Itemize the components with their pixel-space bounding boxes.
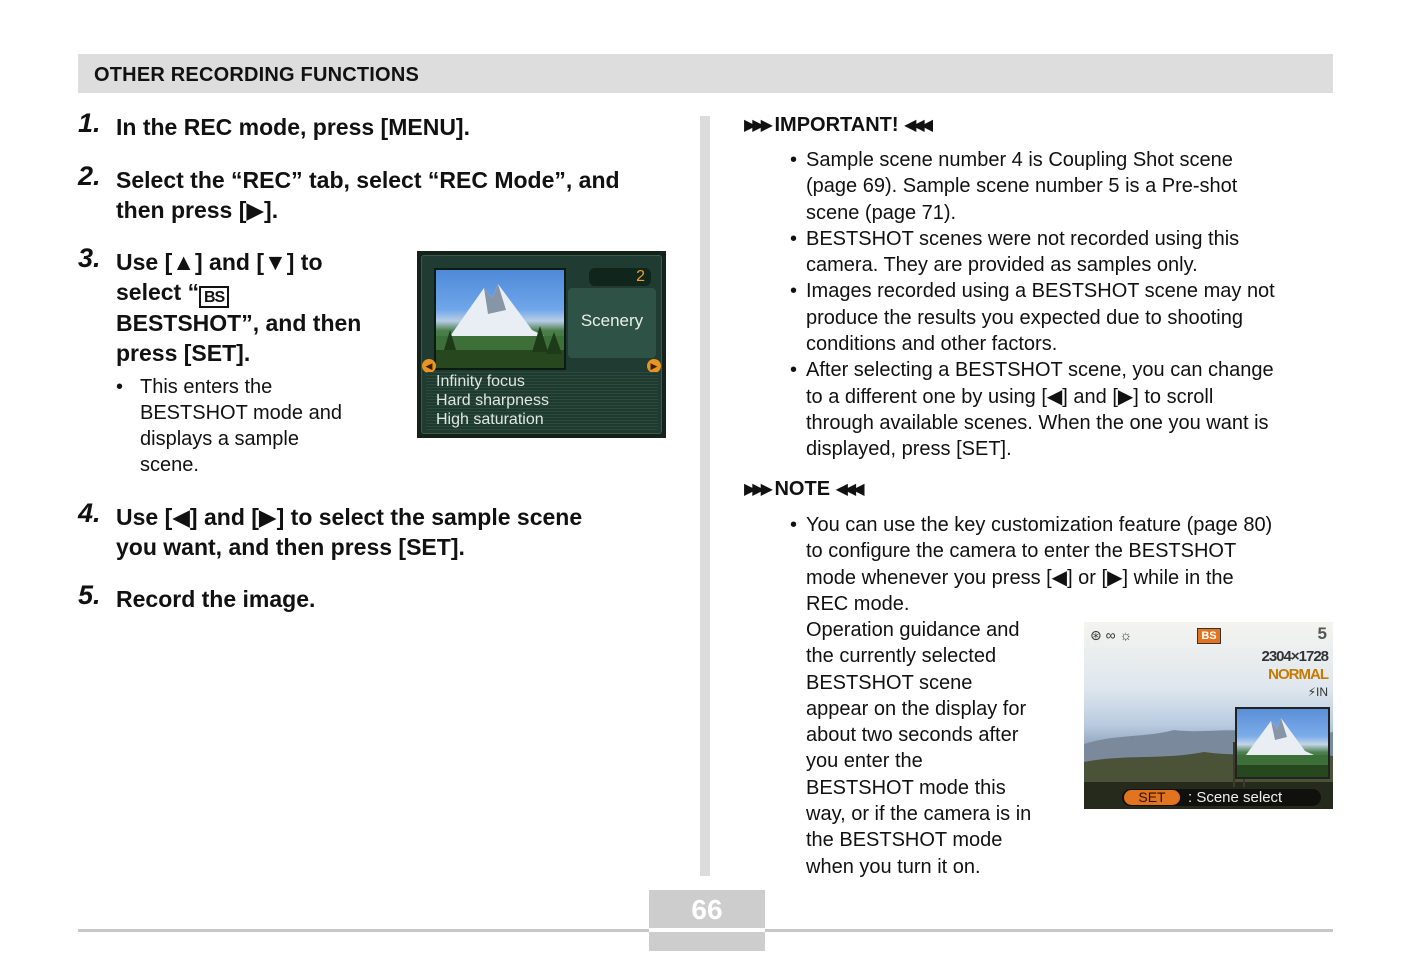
arrow-marker-icon: ◀◀◀ (835, 481, 861, 498)
item-line: camera. They are provided as samples only. (806, 254, 1198, 277)
section-title: OTHER RECORDING FUNCTIONS (94, 64, 419, 86)
step-number: 3. (78, 243, 101, 273)
image-size: 2304×1728 (1261, 648, 1328, 665)
column-divider (700, 116, 710, 876)
item-line: produce the results you expected due to shooting (806, 306, 1243, 329)
para-line: about two seconds after (806, 724, 1019, 747)
para-line: BESTSHOT scene (806, 671, 973, 694)
mode-icons: ⊛ ∞ ☼ (1090, 627, 1133, 643)
bullet: • (116, 376, 124, 398)
mountain-image (1237, 709, 1328, 777)
step-4 (78, 498, 583, 562)
para-line: the currently selected (806, 645, 997, 668)
para-line: the BESTSHOT mode (806, 829, 1003, 852)
important-heading (744, 114, 929, 137)
list-item (790, 147, 1335, 226)
step-text: Record the image. (116, 586, 316, 612)
image-quality: NORMAL (1268, 666, 1328, 683)
note-paragraph (806, 617, 1068, 880)
para-line: Operation guidance and (806, 619, 1020, 641)
item-line: Sample scene number 4 is Coupling Shot scene (806, 149, 1233, 171)
note-title: NOTE (774, 478, 831, 500)
bullet: • (790, 227, 798, 250)
step-3 (78, 243, 362, 368)
arrow-marker-icon: ◀◀◀ (904, 117, 930, 134)
list-item (790, 278, 1335, 357)
step-2 (78, 161, 620, 225)
operation-guidance-bar (1122, 789, 1321, 806)
note-list (790, 512, 1335, 617)
bullet: • (790, 280, 798, 303)
item-line: conditions and other factors. (806, 333, 1058, 356)
item-line: displayed, press [SET]. (806, 438, 1012, 461)
item-line: scene (page 71). (806, 201, 957, 224)
scene-number: 2 (589, 268, 651, 286)
scene-settings-list (426, 372, 658, 430)
screen-frame (421, 255, 662, 434)
note-line: This enters the (140, 376, 273, 398)
step-number: 4. (78, 498, 101, 528)
step-3-note (116, 374, 342, 478)
scene-name: Scenery (568, 288, 656, 358)
note-line: displays a sample (140, 428, 299, 450)
step-text-line: Select the “REC” tab, select “REC Mode”, and (116, 167, 620, 193)
left-arrow-icon: ◀ (422, 359, 436, 373)
para-line: when you turn it on. (806, 855, 981, 878)
setting-line: Hard sharpness (436, 392, 549, 409)
item-line: After selecting a BESTSHOT scene, you can change (806, 359, 1274, 382)
step-5 (78, 580, 316, 614)
bestshot-icon: BS (199, 286, 229, 308)
para-line: way, or if the camera is in (806, 803, 1032, 826)
para-line: appear on the display for (806, 697, 1027, 720)
item-line: (page 69). Sample scene number 5 is a Pre-shot (806, 175, 1238, 198)
flash-icon: ⚡IN (1307, 685, 1328, 699)
bestshot-icon: BS (1197, 628, 1221, 644)
setting-line: High saturation (436, 411, 544, 428)
step-text-line: you want, and then press [SET]. (116, 534, 465, 560)
note-heading (744, 478, 861, 501)
bullet: • (790, 359, 798, 382)
arrow-marker-icon: ▶▶▶ (744, 481, 769, 498)
step-text-line: Use [◀] and [▶] to select the sample scene (116, 504, 583, 530)
step-text-fragment: select “ (116, 279, 200, 305)
step-1 (78, 108, 470, 142)
right-arrow-icon: ▶ (647, 359, 661, 373)
note-line: scene. (140, 454, 199, 476)
item-line: REC mode. (806, 592, 910, 615)
item-line: to configure the camera to enter the BESTSHOT (806, 540, 1237, 563)
important-list (790, 147, 1335, 463)
item-line: Images recorded using a BESTSHOT scene may not (806, 280, 1275, 303)
list-item (790, 357, 1335, 462)
step-text-line: press [SET]. (116, 340, 251, 366)
step-text: In the REC mode, press [MENU]. (116, 114, 470, 140)
list-item (790, 512, 1335, 617)
bullet: • (790, 514, 798, 536)
list-item (790, 226, 1335, 279)
step-text-line (116, 277, 361, 308)
sample-scene-thumbnail (434, 268, 566, 370)
camera-screen-scene-select (417, 251, 666, 438)
note-line: BESTSHOT mode and (140, 402, 342, 424)
step-number: 1. (78, 108, 101, 138)
item-line: through available scenes. When the one you want is (806, 411, 1269, 434)
step-text-line: then press [▶]. (116, 197, 279, 223)
page-number-box (649, 890, 765, 951)
step-text-line: Use [▲] and [▼] to (116, 249, 323, 275)
page-number: 66 (691, 894, 723, 925)
important-title: IMPORTANT! (774, 114, 899, 136)
set-button-label: SET (1124, 790, 1180, 805)
item-line: mode whenever you press [◀] or [▶] while in the (806, 566, 1234, 589)
bullet: • (790, 149, 798, 171)
scene-thumbnail (1235, 707, 1330, 779)
remaining-shots: 5 (1317, 624, 1327, 643)
camera-screen-bestshot-display (1084, 622, 1333, 809)
step-text-line: BESTSHOT”, and then (116, 310, 362, 336)
mountain-image (436, 270, 564, 368)
page-box-stripe (649, 928, 765, 932)
arrow-marker-icon: ▶▶▶ (744, 117, 769, 134)
section-header (78, 54, 1333, 93)
setting-line: Infinity focus (436, 373, 525, 390)
item-line: to a different one by using [◀] and [▶] to scroll (806, 385, 1214, 408)
step-number: 2. (78, 161, 101, 191)
para-line: BESTSHOT mode this (806, 776, 1006, 799)
step-number: 5. (78, 580, 101, 610)
item-line: You can use the key customization feature (page 80) (806, 514, 1273, 536)
item-line: BESTSHOT scenes were not recorded using this (806, 227, 1240, 250)
para-line: you enter the (806, 750, 923, 773)
guidance-label: : Scene select (1188, 789, 1283, 806)
